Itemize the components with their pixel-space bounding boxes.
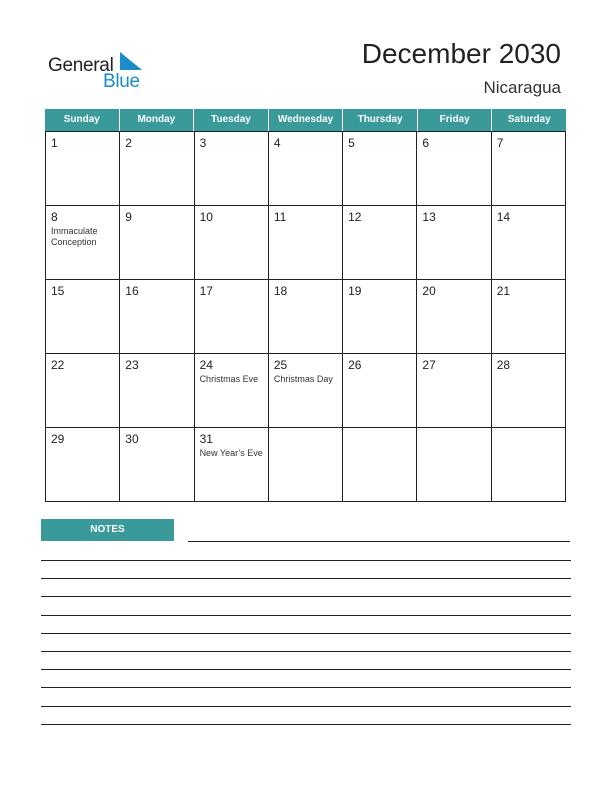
week-row	[46, 131, 565, 205]
day-cell	[195, 206, 269, 279]
day-cell	[269, 132, 343, 205]
note-line	[188, 541, 570, 542]
day-number: 11	[273, 210, 287, 224]
day-cell	[46, 280, 120, 353]
day-number: 31	[199, 432, 213, 446]
note-line	[41, 706, 571, 707]
note-line	[41, 687, 571, 688]
day-number: 15	[51, 284, 65, 298]
day-cell	[492, 206, 565, 279]
note-line	[41, 651, 571, 652]
logo-word-general: General	[48, 55, 114, 76]
weekday-saturday: Saturday	[507, 114, 551, 125]
day-cell	[417, 132, 491, 205]
week-row	[46, 205, 565, 279]
day-number: 5	[348, 136, 355, 150]
day-cell	[492, 428, 565, 501]
day-cell	[492, 354, 565, 427]
day-number: 10	[199, 210, 213, 224]
day-cell	[120, 354, 194, 427]
weekday-thursday: Thursday	[343, 109, 418, 131]
holiday-label: Christmas Day	[273, 374, 333, 384]
day-number: 29	[51, 432, 65, 446]
day-number: 1	[51, 136, 58, 150]
day-cell	[46, 428, 120, 501]
day-cell	[417, 428, 491, 501]
day-cell	[46, 132, 120, 205]
weekday-friday: Friday	[418, 109, 493, 131]
note-line	[41, 615, 571, 616]
note-line	[41, 633, 571, 634]
day-cell	[46, 206, 120, 279]
day-cell	[269, 354, 343, 427]
day-cell	[195, 132, 269, 205]
note-line	[41, 669, 571, 670]
day-number: 21	[496, 284, 511, 298]
day-number: 17	[199, 284, 213, 298]
calendar-title: December 2030	[361, 38, 561, 69]
calendar-grid	[45, 131, 566, 502]
day-number: 2	[125, 136, 132, 150]
day-cell	[269, 206, 343, 279]
day-number: 9	[125, 210, 132, 224]
day-cell	[417, 354, 491, 427]
day-cell	[120, 132, 194, 205]
day-number: 14	[496, 210, 511, 224]
holiday-label: New Year’s Eve	[199, 448, 263, 458]
day-number: 8	[51, 210, 58, 224]
day-number: 13	[422, 210, 436, 224]
notes-label: NOTES	[41, 519, 174, 541]
weekday-monday: Monday	[120, 109, 195, 131]
day-cell	[492, 132, 565, 205]
day-number: 19	[348, 284, 362, 298]
note-line	[41, 560, 571, 561]
week-row	[46, 279, 565, 353]
day-cell	[343, 280, 417, 353]
holiday-label: Christmas Eve	[199, 374, 259, 384]
logo-triangle-icon	[120, 52, 144, 70]
day-number: 25	[273, 358, 288, 372]
day-number: 20	[422, 284, 436, 298]
day-number: 22	[51, 358, 65, 372]
day-number: 27	[422, 358, 436, 372]
note-line	[41, 596, 571, 597]
day-cell	[46, 354, 120, 427]
note-line	[41, 578, 571, 579]
day-cell	[492, 280, 565, 353]
weekday-header	[45, 109, 566, 131]
day-cell	[343, 206, 417, 279]
holiday-label: Immaculate Conception	[51, 226, 98, 247]
weekday-wednesday: Wednesday	[269, 109, 344, 131]
country-name: Nicaragua	[483, 78, 561, 97]
day-cell	[343, 428, 417, 501]
day-cell	[417, 280, 491, 353]
weekday-sunday: Sunday	[45, 109, 120, 131]
day-cell	[269, 428, 343, 501]
day-number: 6	[422, 136, 430, 150]
day-cell	[195, 280, 269, 353]
day-cell	[195, 354, 269, 427]
day-cell	[343, 132, 417, 205]
day-cell	[269, 280, 343, 353]
day-number: 12	[348, 210, 362, 224]
day-number: 7	[496, 136, 504, 150]
general-blue-logo	[48, 52, 158, 92]
day-number: 23	[125, 358, 139, 372]
day-number: 26	[348, 358, 362, 372]
day-number: 18	[273, 284, 288, 298]
day-number: 28	[496, 358, 511, 372]
day-cell	[343, 354, 417, 427]
week-row	[46, 353, 565, 427]
weekday-tuesday: Tuesday	[194, 109, 269, 131]
day-number: 16	[125, 284, 139, 298]
day-number: 4	[273, 136, 281, 150]
day-cell	[195, 428, 269, 501]
day-number: 24	[199, 358, 213, 372]
day-cell	[120, 280, 194, 353]
logo-word-blue: Blue	[103, 71, 140, 92]
day-cell	[120, 428, 194, 501]
day-cell	[120, 206, 194, 279]
month-calendar	[45, 109, 566, 502]
note-line	[41, 724, 571, 725]
day-number: 3	[199, 136, 207, 150]
day-number: 30	[125, 432, 139, 446]
week-row	[46, 427, 565, 501]
day-cell	[417, 206, 491, 279]
